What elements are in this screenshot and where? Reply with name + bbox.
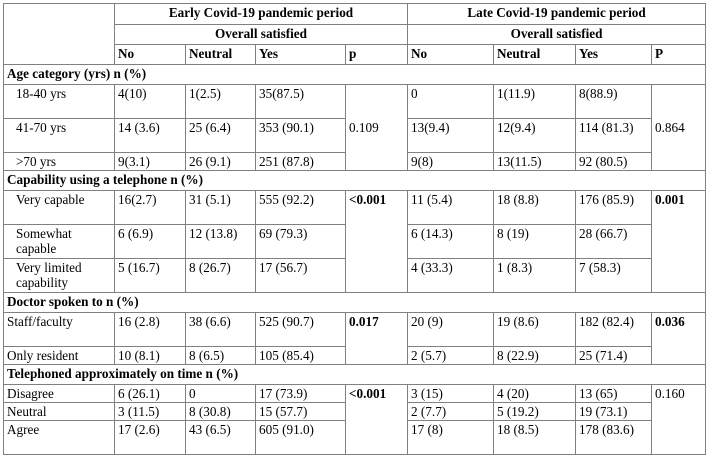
cell-late-neutral: 18 (8.8) [494, 191, 576, 225]
cell-early-no: 17 (2.6) [115, 421, 186, 455]
cell-early-no: 5 (16.7) [115, 259, 186, 293]
cell-late-neutral: 5 (19.2) [494, 403, 576, 421]
row-label: Only resident [4, 347, 115, 365]
cell-late-yes: 8(88.9) [576, 85, 652, 119]
table-row [4, 313, 706, 347]
cell-late-no: 2 (7.7) [408, 403, 494, 421]
cell-late-neutral: 8 (22.9) [494, 347, 576, 365]
cell-early-no: 9(3.1) [115, 153, 186, 171]
table-row [4, 85, 706, 119]
cell-early-neutral: 12 (13.8) [186, 225, 256, 259]
cell-early-yes: 105 (85.4) [256, 347, 346, 365]
cell-early-neutral: 25 (6.4) [186, 119, 256, 153]
cell-early-no: 3 (11.5) [115, 403, 186, 421]
col-header-late-neutral: Neutral [494, 45, 576, 65]
cell-late-yes: 25 (71.4) [576, 347, 652, 365]
row-label: Disagree [4, 385, 115, 403]
cell-late-yes: 176 (85.9) [576, 191, 652, 225]
p-value-late: 0.864 [652, 85, 706, 171]
cell-early-neutral: 1(2.5) [186, 85, 256, 119]
cell-late-neutral: 13(11.5) [494, 153, 576, 171]
cell-late-neutral: 18 (8.5) [494, 421, 576, 455]
cell-late-yes: 182 (82.4) [576, 313, 652, 347]
cell-early-yes: 17 (56.7) [256, 259, 346, 293]
cell-early-neutral: 8 (30.8) [186, 403, 256, 421]
section-header-row [4, 65, 706, 85]
row-label: 41-70 yrs [4, 119, 115, 153]
cell-late-yes: 92 (80.5) [576, 153, 652, 171]
col-header-late-p: P [652, 45, 706, 65]
p-value-early: 0.017 [346, 313, 408, 365]
col-header-late-no: No [408, 45, 494, 65]
row-label: Agree [4, 421, 115, 455]
row-label: Very limited capability [4, 259, 115, 293]
cell-late-yes: 7 (58.3) [576, 259, 652, 293]
cell-late-no: 11 (5.4) [408, 191, 494, 225]
cell-early-neutral: 0 [186, 385, 256, 403]
cell-early-yes: 69 (79.3) [256, 225, 346, 259]
p-value-late: 0.036 [652, 313, 706, 365]
cell-late-no: 9(8) [408, 153, 494, 171]
cell-early-no: 10 (8.1) [115, 347, 186, 365]
cell-early-neutral: 8 (26.7) [186, 259, 256, 293]
cell-late-yes: 19 (73.1) [576, 403, 652, 421]
header-early-period: Early Covid-19 pandemic period [115, 4, 408, 25]
header-blank-cell [4, 4, 115, 65]
cell-late-neutral: 19 (8.6) [494, 313, 576, 347]
col-header-early-yes: Yes [256, 45, 346, 65]
row-label: Staff/faculty [4, 313, 115, 347]
section-header-row [4, 171, 706, 191]
p-value-early: 0.109 [346, 85, 408, 171]
cell-late-yes: 28 (66.7) [576, 225, 652, 259]
row-label: Neutral [4, 403, 115, 421]
cell-early-neutral: 31 (5.1) [186, 191, 256, 225]
cell-late-yes: 13 (65) [576, 385, 652, 403]
cell-early-yes: 251 (87.8) [256, 153, 346, 171]
cell-early-neutral: 26 (9.1) [186, 153, 256, 171]
section-title: Doctor spoken to n (%) [4, 293, 706, 313]
cell-late-neutral: 1(11.9) [494, 85, 576, 119]
cell-early-no: 6 (26.1) [115, 385, 186, 403]
row-label: >70 yrs [4, 153, 115, 171]
p-value-early: <0.001 [346, 385, 408, 455]
cell-early-no: 6 (6.9) [115, 225, 186, 259]
header-early-outcome: Overall satisfied [115, 25, 408, 45]
table-row [4, 191, 706, 225]
row-label: Very capable [4, 191, 115, 225]
cell-late-no: 0 [408, 85, 494, 119]
cell-early-yes: 15 (57.7) [256, 403, 346, 421]
cell-early-yes: 35(87.5) [256, 85, 346, 119]
cell-late-no: 4 (33.3) [408, 259, 494, 293]
cell-early-yes: 525 (90.7) [256, 313, 346, 347]
cell-late-neutral: 12(9.4) [494, 119, 576, 153]
cell-late-no: 20 (9) [408, 313, 494, 347]
col-header-early-neutral: Neutral [186, 45, 256, 65]
cell-early-neutral: 8 (6.5) [186, 347, 256, 365]
cell-late-no: 6 (14.3) [408, 225, 494, 259]
row-label: Somewhat capable [4, 225, 115, 259]
section-header-row [4, 293, 706, 313]
header-late-period: Late Covid-19 pandemic period [408, 4, 706, 25]
cell-late-yes: 114 (81.3) [576, 119, 652, 153]
cell-late-yes: 178 (83.6) [576, 421, 652, 455]
table-row [4, 385, 706, 403]
row-label: 18-40 yrs [4, 85, 115, 119]
section-title: Age category (yrs) n (%) [4, 65, 706, 85]
results-table [3, 3, 706, 455]
col-header-early-no: No [115, 45, 186, 65]
cell-early-yes: 605 (91.0) [256, 421, 346, 455]
cell-late-no: 17 (8) [408, 421, 494, 455]
section-title: Capability using a telephone n (%) [4, 171, 706, 191]
cell-late-no: 2 (5.7) [408, 347, 494, 365]
cell-early-yes: 353 (90.1) [256, 119, 346, 153]
cell-late-no: 13(9.4) [408, 119, 494, 153]
cell-early-neutral: 43 (6.5) [186, 421, 256, 455]
table-body [4, 65, 706, 455]
header-row-periods [4, 4, 706, 25]
cell-late-neutral: 8 (19) [494, 225, 576, 259]
p-value-early: <0.001 [346, 191, 408, 293]
cell-early-no: 16 (2.8) [115, 313, 186, 347]
cell-early-neutral: 38 (6.6) [186, 313, 256, 347]
cell-early-no: 4(10) [115, 85, 186, 119]
p-value-late: 0.160 [652, 385, 706, 455]
cell-early-no: 16(2.7) [115, 191, 186, 225]
header-late-outcome: Overall satisfied [408, 25, 706, 45]
cell-early-yes: 555 (92.2) [256, 191, 346, 225]
section-title: Telephoned approximately on time n (%) [4, 365, 706, 385]
cell-late-no: 3 (15) [408, 385, 494, 403]
p-value-late: 0.001 [652, 191, 706, 293]
cell-early-no: 14 (3.6) [115, 119, 186, 153]
cell-late-neutral: 1 (8.3) [494, 259, 576, 293]
cell-early-yes: 17 (73.9) [256, 385, 346, 403]
cell-late-neutral: 4 (20) [494, 385, 576, 403]
col-header-late-yes: Yes [576, 45, 652, 65]
col-header-early-p: p [346, 45, 408, 65]
section-header-row [4, 365, 706, 385]
